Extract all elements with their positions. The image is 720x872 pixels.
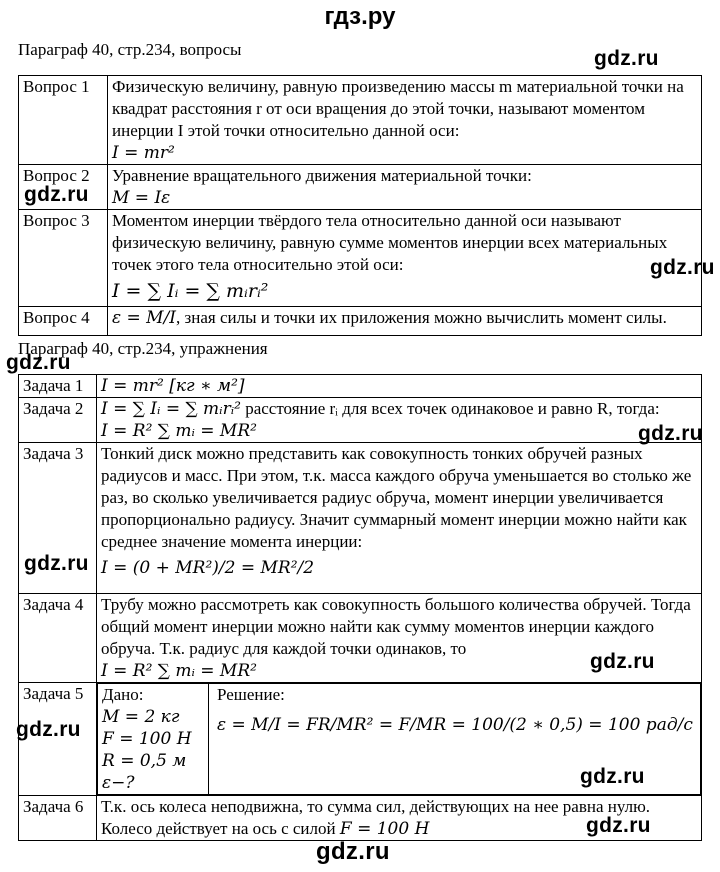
table-row	[19, 443, 702, 594]
table-row	[19, 307, 702, 336]
formula: I = R² ∑ mᵢ = MR²	[101, 421, 257, 441]
given-item: ε−?	[102, 773, 135, 793]
watermark: gdz.ru	[594, 47, 659, 70]
task-text: расстояние rᵢ для всех точек одинаковое и равно R, тогда:	[240, 399, 660, 418]
task-text: Тонкий диск можно представить как совокупность тонких обручей разных радиусов и масс. При этом, т.к. масса каждого обруча уменьшается во столько же раз, во сколько увеличивается радиус обруча, момент инерции увеличивается пропорционально радиусу. Значит суммарный момент инерции можно найти как среднее значение момента инерции:	[101, 444, 692, 551]
given-item: R = 0,5 м	[102, 751, 187, 771]
row-label: Задача 6	[19, 796, 97, 841]
row-label: Задача 1	[19, 375, 97, 398]
watermark: gdz.ru	[638, 422, 703, 445]
table-row	[19, 375, 702, 398]
row-label: Вопрос 3	[19, 210, 108, 307]
row-label: Задача 3	[19, 443, 97, 594]
row-label: Вопрос 4	[19, 307, 108, 336]
row-label: Вопрос 2	[19, 165, 108, 210]
table-row	[19, 210, 702, 307]
watermark: gdz.ru	[650, 256, 715, 279]
solution-formula: ε = M/I = FR/MR² = F/MR = 100/(2 ∗ 0,5) = 100 рад/с	[217, 715, 693, 735]
section-title-questions: Параграф 40, стр.234, вопросы	[18, 40, 242, 59]
watermark: gdz.ru	[24, 183, 89, 206]
table-row	[19, 76, 702, 165]
watermark: gdz.ru	[580, 765, 645, 788]
task-text: Т.к. ось колеса неподвижна, то сумма сил, действующих на нее равна нулю. Колесо действует на ось с силой	[101, 797, 651, 838]
given-title: Дано:	[102, 685, 144, 704]
watermark: gdz.ru	[6, 351, 71, 374]
section-title-exercises: Параграф 40, стр.234, упражнения	[18, 339, 268, 358]
question-text: Моментом инерции твёрдого тела относительно данной оси называют физическую величину, равную сумме моментов инерции всех материальных точек этого тела относительно этой оси:	[112, 211, 668, 274]
watermark: gdz.ru	[316, 838, 390, 865]
solution-title: Решение:	[217, 685, 285, 704]
formula: I = (0 + MR²)/2 = MR²/2	[101, 558, 315, 578]
question-text: Физическую величину, равную произведению массы m материальной точки на квадрат расстояния r от оси вращения до этой точки, называют моментом инерции I этой точки относительно данной оси:	[112, 77, 684, 140]
given-item: F = 100 Н	[102, 729, 192, 749]
watermark: gdz.ru	[16, 718, 81, 741]
formula: I = R² ∑ mᵢ = MR²	[101, 661, 257, 681]
formula: I = mr² [кг ∗ м²]	[101, 376, 245, 396]
given-item: M = 2 кг	[102, 707, 180, 727]
formula: I = ∑ Iᵢ = ∑ mᵢrᵢ²	[101, 399, 241, 419]
formula: F = 100 Н	[339, 819, 430, 839]
formula: I = mr²	[112, 143, 175, 163]
table-row	[19, 165, 702, 210]
site-header[interactable]: гдз.ру	[324, 3, 396, 30]
watermark: gdz.ru	[590, 650, 655, 673]
watermark: gdz.ru	[586, 814, 651, 837]
row-label: Задача 5	[19, 683, 97, 796]
question-text: , зная силы и точки их приложения можно вычислить момент силы.	[176, 308, 667, 327]
row-label: Вопрос 1	[19, 76, 108, 165]
table-row	[19, 398, 702, 443]
questions-table	[18, 75, 702, 336]
watermark: gdz.ru	[24, 552, 89, 575]
question-text: Уравнение вращательного движения материальной точки:	[112, 166, 532, 185]
formula: M = Iε	[112, 188, 171, 208]
formula: ε = M/I	[112, 308, 177, 328]
task-text: Трубу можно рассмотреть как совокупность большого количества обручей. Тогда общий момент инерции можно найти как сумму моментов инерции каждого обруча. Т.к. радиус для каждой точки одинаков, то	[101, 595, 691, 658]
row-label: Задача 2	[19, 398, 97, 443]
formula: I = ∑ Iᵢ = ∑ mᵢrᵢ²	[112, 280, 269, 302]
row-label: Задача 4	[19, 594, 97, 683]
